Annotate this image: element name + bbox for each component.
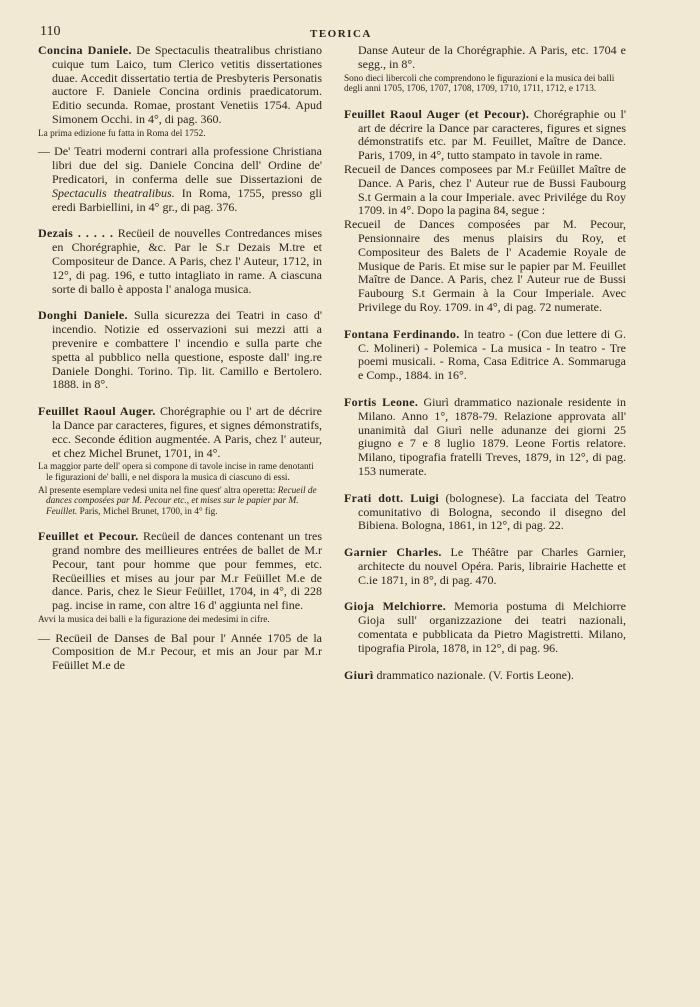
entry-head: Giurì <box>344 667 374 682</box>
entry-body <box>38 405 322 460</box>
entry-body: Danse Auteur de la Chorégraphie. A Paris, etc. 1704 e segg., in 8°. <box>358 43 626 71</box>
entry-dezais <box>38 227 322 296</box>
entry-text: (bolognese). La facciata del Teatro comunitativo di Bologna, secondo il disegno del Bibiena. Bologna, 1861, in 12°, di pag. 22. <box>358 490 626 533</box>
entry-note-italic: Recueil de dances composées par M. Pecour etc., et mises sur le papier par M. Feuillet. <box>46 485 317 517</box>
entry-text: — De' Teatri moderni contrari alla professione Christiana libri due del sig. Daniele Concina dell' Ordine de' Predicatori, in conferma delle sue Dissertazioni de <box>38 144 322 186</box>
right-column <box>344 44 626 695</box>
entry-fontana <box>344 328 626 383</box>
entry-body <box>344 669 626 683</box>
entry-text: Recüeil de nouvelles Contredances mises en Chorégraphie, &c. Par le S.r Dezais M.tre et Compositeur de Dance. A Paris, chez l' Auteur, 1712, in 12°, di pag. 196, e tutto intagliato in rame. A ciascuna sorte di ballo è apposta l' analoga musica. <box>52 226 323 296</box>
entry-body: Recueil de Dances composées par M. Pecour, Pensionnaire des menus plaisirs du Roy, et Compositeur des Balets de l' Academie Royale de Musique de Paris. Et mise sur le papier par M. Feuillet Maître de Dance. A Paris, chez l' Auteur rue de Bussi Faubourg S.t Germain à la Cour Imperiale. Avec Privilege du Roy. 1709. in 4°, di pag. 72 numerate. <box>344 217 626 314</box>
entry-note: La prima edizione fu fatta in Roma del 1752. <box>38 128 206 139</box>
entry-body <box>344 108 626 163</box>
entry-body <box>344 600 626 655</box>
entry-head: Garnier Charles. <box>344 545 442 560</box>
entry-concina <box>38 44 322 214</box>
entry-fortis <box>344 396 626 479</box>
entry-note: Avvi la musica dei balli e la figurazione dei medesimi in cifre. <box>38 615 270 626</box>
entry-giuri <box>344 669 626 683</box>
entry-text: Memoria postuma di Melchiorre Gioja sull' organizzazione dei teatri nazionali, comentata e pubblicata da Pietro Magistretti. Milano, tipografia Pirola, 1878, in 12°, di pag. 96. <box>358 599 626 655</box>
entry-feuillet-1 <box>38 405 322 517</box>
entry-body <box>344 492 626 533</box>
entry-note <box>38 486 322 518</box>
entry-body: Recueil de Dances composees par M.r Feüillet Maître de Dance. A Paris, chez l' Auteur rue de Bussi Faubourg S.t Germain a la cour Imperiale. avec Privilége du Roy 1709. in 4°. Dopo la pagina 84, segue : <box>344 161 626 218</box>
entry-note-text: Paris, Michel Brunet, 1700, in 4° fig. <box>77 506 218 517</box>
left-column <box>38 44 322 686</box>
entry-body <box>344 328 626 383</box>
entry-garnier <box>344 546 626 587</box>
entry-text: Le Théâtre par Charles Garnier, architecte du nouvel Opéra. Paris, librairie Hachette et C.ie 1871, in 8°, di pag. 470. <box>358 545 626 587</box>
entry-head: Feuillet et Pecour. <box>38 529 139 544</box>
page-number: 110 <box>40 24 61 39</box>
entry-head: Fontana Ferdinando. <box>344 326 460 341</box>
entry-donghi <box>38 309 322 392</box>
entry-body <box>38 227 322 296</box>
entry-text: Giurì drammatico nazionale residente in Milano. Anno 1°, 1878-79. Relazione approvata all' unanimità dal Giurì nelle adunanze dei giorni 25 giugno e 7 e 8 luglio 1879. Leone Fortis relatore. Milano, tipografia fratelli Treves, 1879, in 12°, di pag. 153 numerate. <box>358 394 626 478</box>
entry-body <box>344 396 626 479</box>
entry-frati <box>344 492 626 533</box>
entry-body <box>38 309 322 392</box>
entry-text-italic: Spectaculis theatralibus. <box>52 185 175 200</box>
entry-text: Sulla sicurezza dei Teatri in caso d' incendio. Notizie ed osservazioni sui mezzi atti a prevenire e combattere l' incendio e sulla parte che spetta al pubblico nella questione, esposte dall' ing.re Daniele Donghi. Torino. Tip. lit. Camillo e Bertolero. 1888. in 8°. <box>52 308 322 392</box>
entry-note: Sono dieci libercoli che comprendono le figurazioni e la musica dei balli degli anni 1705, 1706, 1707, 1708, 1709, 1710, 1711, 1712, e 1713. <box>344 73 615 95</box>
entry-text: De Spectaculis theatralibus christiano cuique tum Laico, tum Clerico vetitis dissertationes duae. Accedit dissertatio tertia de Presbyteris Personatis auctore F. Daniele Concina ordinis praedicatorum. Editio secunda. Romae, prostant Venetiis 1754. Apud Simonem Occhi. in 4°, di pag. 360. <box>52 43 322 126</box>
entry-note: La maggior parte dell' opera si compone di tavole incise in rame denotanti le figurazioni de' balli, e nel dispora la musica di ciascuno di essi. <box>38 462 314 483</box>
entry-text: Recüeil de dances contenant un tres grand nombre des meillieures entrées de ballet de M.r Pecour, tant pour homme que pour femmes, etc. Recüeillies et mises au jour par M.r Feüillet M.e de dance. Paris, chez le Sieur Feüillet, 1704, in 4°, di 228 pag. incise in rame, con altre 16 d' aggiunta nel fine. <box>52 529 322 613</box>
entry-gioja <box>344 600 626 655</box>
entry-text: Chorégraphie ou l' art de décrire la Dance par caracteres, figures, et signes démonstratifs, ecc. Seconde édition augmentée. A Paris, chez l' auteur, et chez Michel Brunet, 1701, in 4°. <box>52 404 323 460</box>
entry-text: In teatro - (Con due lettere di G. C. Molineri) - Polemica - La musica - In teatro - Tre poemi musicali. - Roma, Casa Editrice A. Sommaruga e Comp., 1884. in 16°. <box>358 326 626 383</box>
entry-note-text: Al presente esemplare vedesi unita nel fine quest' altra operetta: <box>38 485 278 496</box>
entry-head: Dezais . . . . . <box>38 226 114 241</box>
entry-body <box>38 145 322 214</box>
entry-head: Frati dott. Luigi <box>344 490 440 505</box>
entry-text: In Roma, 1755, presso gli eredi Barbiellini, in 4° gr., di pag. 376. <box>52 185 322 214</box>
entry-text: Chorégraphie ou l' art de décrire la Dance par caracteres, figures et signes démonstratifs etc. par M. Feuillet, Maître de Dance. Paris, 1709, in 4°, tutto stampato in tavole in rame. <box>358 106 627 163</box>
running-head: TEORICA <box>310 28 372 40</box>
entry-feuillet-2 <box>344 108 626 315</box>
entry-head: Concina Daniele. <box>38 43 132 57</box>
entry-body <box>38 530 322 613</box>
entry-body <box>344 546 626 587</box>
entry-head: Fortis Leone. <box>344 394 419 409</box>
entry-head: Donghi Daniele. <box>38 308 128 323</box>
entry-continuation <box>344 44 626 95</box>
entry-body <box>38 44 322 127</box>
entry-text: drammatico nazionale. (V. Fortis Leone). <box>373 667 574 682</box>
entry-head: Feuillet Raoul Auger. <box>38 404 156 419</box>
entry-body: — Recüeil de Danses de Bal pour l' Année 1705 de la Composition de M.r Pecour, et mis an Jour par M.r Feüillet M.e de <box>38 630 322 673</box>
entry-head: Gioja Melchiorre. <box>344 599 447 614</box>
entry-feuillet-pecour <box>38 530 322 673</box>
entry-head: Feuillet Raoul Auger (et Pecour). <box>344 106 530 121</box>
